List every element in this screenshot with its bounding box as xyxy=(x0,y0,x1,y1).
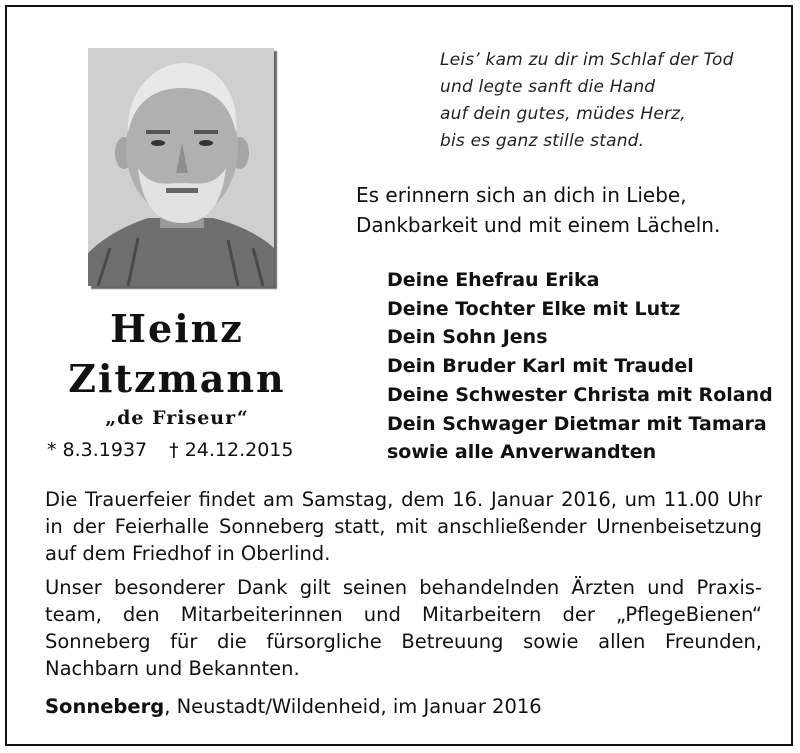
place-and-date xyxy=(45,695,542,718)
portrait-photo xyxy=(88,48,274,286)
mourner-entry: Dein Sohn Jens xyxy=(387,326,548,349)
mourner-entry: Dein Schwager Dietmar mit Tamara xyxy=(387,412,767,435)
death-date: † 24.12.2015 xyxy=(169,439,294,461)
deceased-nickname: „de Friseur“ xyxy=(105,407,249,429)
remembrance-line: Es erinnern sich an dich in Liebe, xyxy=(356,183,687,207)
poem-line: bis es ganz stille stand. xyxy=(440,131,645,151)
mourner-entry: sowie alle Anverwandten xyxy=(387,441,657,464)
mourner-entry: Dein Bruder Karl mit Traudel xyxy=(387,355,694,378)
mourner-entry: Deine Ehefrau Erika xyxy=(387,269,600,291)
poem-line: Leis’ kam zu dir im Schlaf der Tod xyxy=(440,50,734,70)
deceased-first-name: Heinz xyxy=(110,306,244,351)
mourner-entry: Deine Schwester Christa mit Roland xyxy=(387,383,773,406)
poem-line: auf dein gutes, müdes Herz, xyxy=(440,104,686,124)
place-date-rest: , Neustadt/Wildenheid, im Januar 2016 xyxy=(164,695,542,718)
mourners-list xyxy=(387,266,773,467)
poem-line: und legte sanft die Hand xyxy=(440,77,656,97)
birth-date: * 8.3.1937 xyxy=(47,439,148,461)
obituary-notice xyxy=(5,5,793,746)
place-name: Sonneberg xyxy=(45,695,165,718)
thanks-paragraph: Unser besonderer Dank gilt seinen behandelnden Ärzten und Praxisteam, den Mitarbeiterinnen und Mitarbeitern der „PflegeBienen“ Sonneberg für die fürsorgliche Betreuung sowie allen Freunden, Nachbarn und Bekannten. xyxy=(45,576,762,680)
funeral-announcement: Die Trauerfeier findet am Samstag, dem 16. Januar 2016, um 11.00 Uhr in der Feierhalle Sonneberg statt, mit anschließender Urnenbeisetzung auf dem Friedhof in Oberlind. xyxy=(45,488,762,565)
life-dates xyxy=(47,439,293,461)
remembrance-text xyxy=(356,180,720,240)
mourner-entry: Deine Tochter Elke mit Lutz xyxy=(387,297,681,320)
poem xyxy=(440,47,734,155)
deceased-last-name: Zitzmann xyxy=(68,356,286,401)
remembrance-line: Dankbarkeit und mit einem Lächeln. xyxy=(356,213,721,237)
